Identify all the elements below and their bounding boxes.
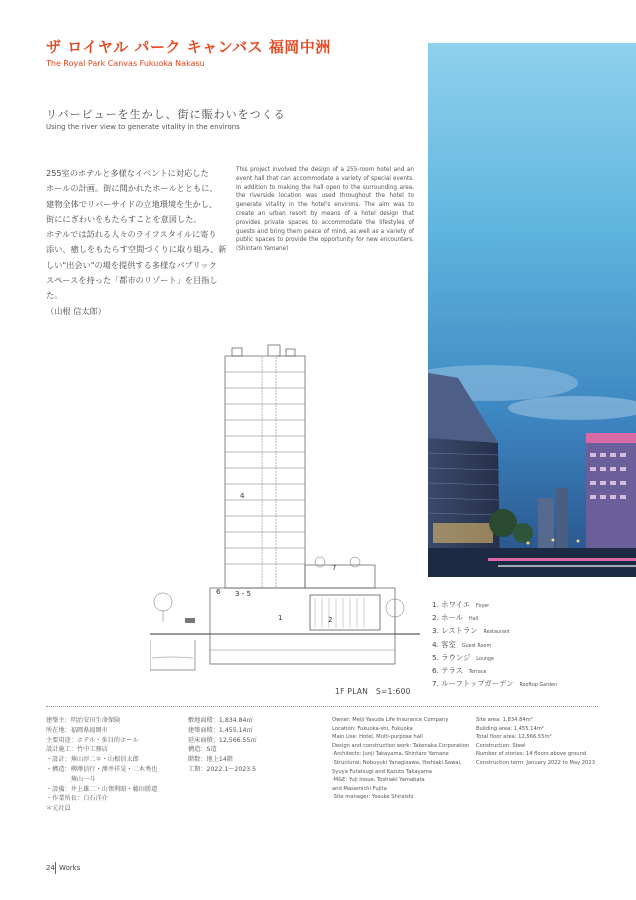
credit-line: 蕪山一斗	[46, 775, 96, 783]
credit-line: Owner: Meiji Yasuda Life Insurance Company	[332, 717, 449, 723]
specs-english	[476, 716, 595, 768]
legend-item: 6. テラス Terrace	[432, 665, 487, 675]
spec-line: Site area: 1,834.84m²	[476, 717, 533, 723]
label-hall: 2	[328, 616, 333, 624]
plan-caption: 1F PLAN S=1:600	[335, 687, 411, 696]
legend-item: 4. 客室 Guest Room	[432, 639, 492, 649]
exterior-photo	[428, 43, 636, 577]
project-title-english: The Royal Park Canvas Fukuoka Nakasu	[46, 59, 205, 68]
spec-line: 工期：2022.1〜2023.5	[188, 765, 257, 773]
credit-line: 主要用途：ホテル・多目的ホール	[46, 736, 139, 744]
spec-line: Number of stories: 14 floors above ground	[476, 751, 587, 758]
spec-line: Construction: Steel	[476, 742, 526, 749]
credit-line: 設計施工：竹中工務店	[46, 746, 108, 754]
subtitle-japanese: リバービューを生かし、街に賑わいをつくる	[46, 108, 286, 121]
legend-item: 3. レストラン Restaurant	[432, 626, 510, 636]
section-label: Works	[59, 864, 81, 872]
credit-line: Main Use: Hotel, Multi-purpose hall	[332, 734, 423, 741]
legend-item: 2. ホール Hall	[432, 613, 479, 623]
footer-divider	[55, 862, 56, 874]
description-english: This project involved the design of a 255-room hotel and an event hall that can accommodate a variety of special events. In addition to making the hall open to the surrounding area, the riverside location was used throughout the hotel to generate vitality in the hotel's environs. The aim was to create an urban resort by means of a hotel design that provides private spaces to accommodate the lifestyles of guests and bring them peace of mind, as well as a variety of public spaces to provide the opportunity for new encounters. (Shintaro Yamane)	[236, 167, 414, 253]
label-terrace: 6	[216, 588, 221, 596]
credit-line: ＊元社員	[46, 805, 71, 813]
legend-item: 5. ラウンジ Lounge	[432, 652, 494, 662]
credit-line: Syuya Futatsugi and Kazuto Takayama	[332, 768, 432, 775]
specs-japanese	[188, 716, 257, 775]
spec-line: 構造：S造	[188, 746, 217, 754]
description-japanese: 255室のホテルと多様なイベントに対応した ホールの計画。街に開かれたホールとともに、 建物全体でリバーサイドの立地環境を生かし、 街ににぎわいをもたらすことを意図した。 ホテルでは訪れる人々のライフスタイルに寄り 添い、癒しをもたらす空間づくりに取り組み、新 しい"出会い"の場を提供する多様なパブリック スペースを持った「都市のリゾート」を目指した。 （山根 信太郎）	[46, 168, 227, 316]
spec-line: Construction term: January 2022 to May 2023	[476, 759, 595, 766]
credit-line: ·Structural: Nobuyuki Yanagisawa, Yoshiaki Sawai,	[332, 759, 462, 766]
project-title: ザ ロイヤル パーク キャンバス 福岡中洲	[46, 38, 331, 56]
spec-line: 建築面積：1,455.14㎡	[188, 726, 253, 734]
credit-line: and Masamichi Fujita	[332, 785, 387, 792]
credit-line: ・設計：蕪山淳二＊・山根信太郎	[46, 756, 139, 764]
legend-item: 1. ホワイエ Foyer	[432, 600, 490, 609]
spec-line: Total floor area: 12,566.55m²	[476, 734, 552, 741]
credit-line: ·Architects: Junji Takayama, Shintaro Yamane	[332, 751, 449, 758]
credit-line: ・作業所長：白石洋介	[46, 795, 108, 803]
credit-line: ・設備：井上雄二・山領利昭・藤田勝道	[46, 785, 158, 793]
drawing-legend	[432, 598, 557, 690]
spec-line: 延床面積：12,566.55㎡	[188, 736, 257, 744]
page-number: 24	[46, 864, 55, 872]
credit-line: ・構造：柳澤信行・澤井祥晃・二木秀也	[46, 765, 158, 773]
credit-line: Design and construction work: Takenaka Corporation	[332, 742, 470, 749]
credit-line: ·M&E: Yuji Inoue, Toshiaki Yamabata	[332, 777, 425, 784]
building-section-drawing	[150, 340, 420, 680]
credit-line: ·Site manager: Yosuke Shiraishi	[332, 794, 414, 801]
credit-line: Location: Fukuoka-shi, Fukuoka	[332, 725, 413, 732]
divider	[46, 706, 598, 707]
legend-item: 7. ルーフトップガーデン Rooftop Garden	[432, 679, 558, 689]
label-foyer: 1	[278, 614, 283, 622]
spec-line: 敷地面積：1,834.84㎡	[188, 717, 253, 724]
credit-line: 所在地：福岡県福岡市	[46, 726, 108, 734]
credit-line: 建築主：明治安田生命保険	[46, 717, 121, 724]
label-rooftop-garden: 7	[332, 564, 337, 572]
credits-english	[332, 716, 469, 802]
spec-line: 階数：地上14階	[188, 756, 233, 764]
spec-line: Building area: 1,455.14m²	[476, 725, 544, 732]
subtitle-english: Using the river view to generate vitality in the environs	[46, 123, 240, 131]
label-guest-room: 4	[240, 492, 245, 500]
credits-japanese	[46, 716, 157, 814]
label-restaurant-lounge: 3・5	[235, 590, 251, 598]
